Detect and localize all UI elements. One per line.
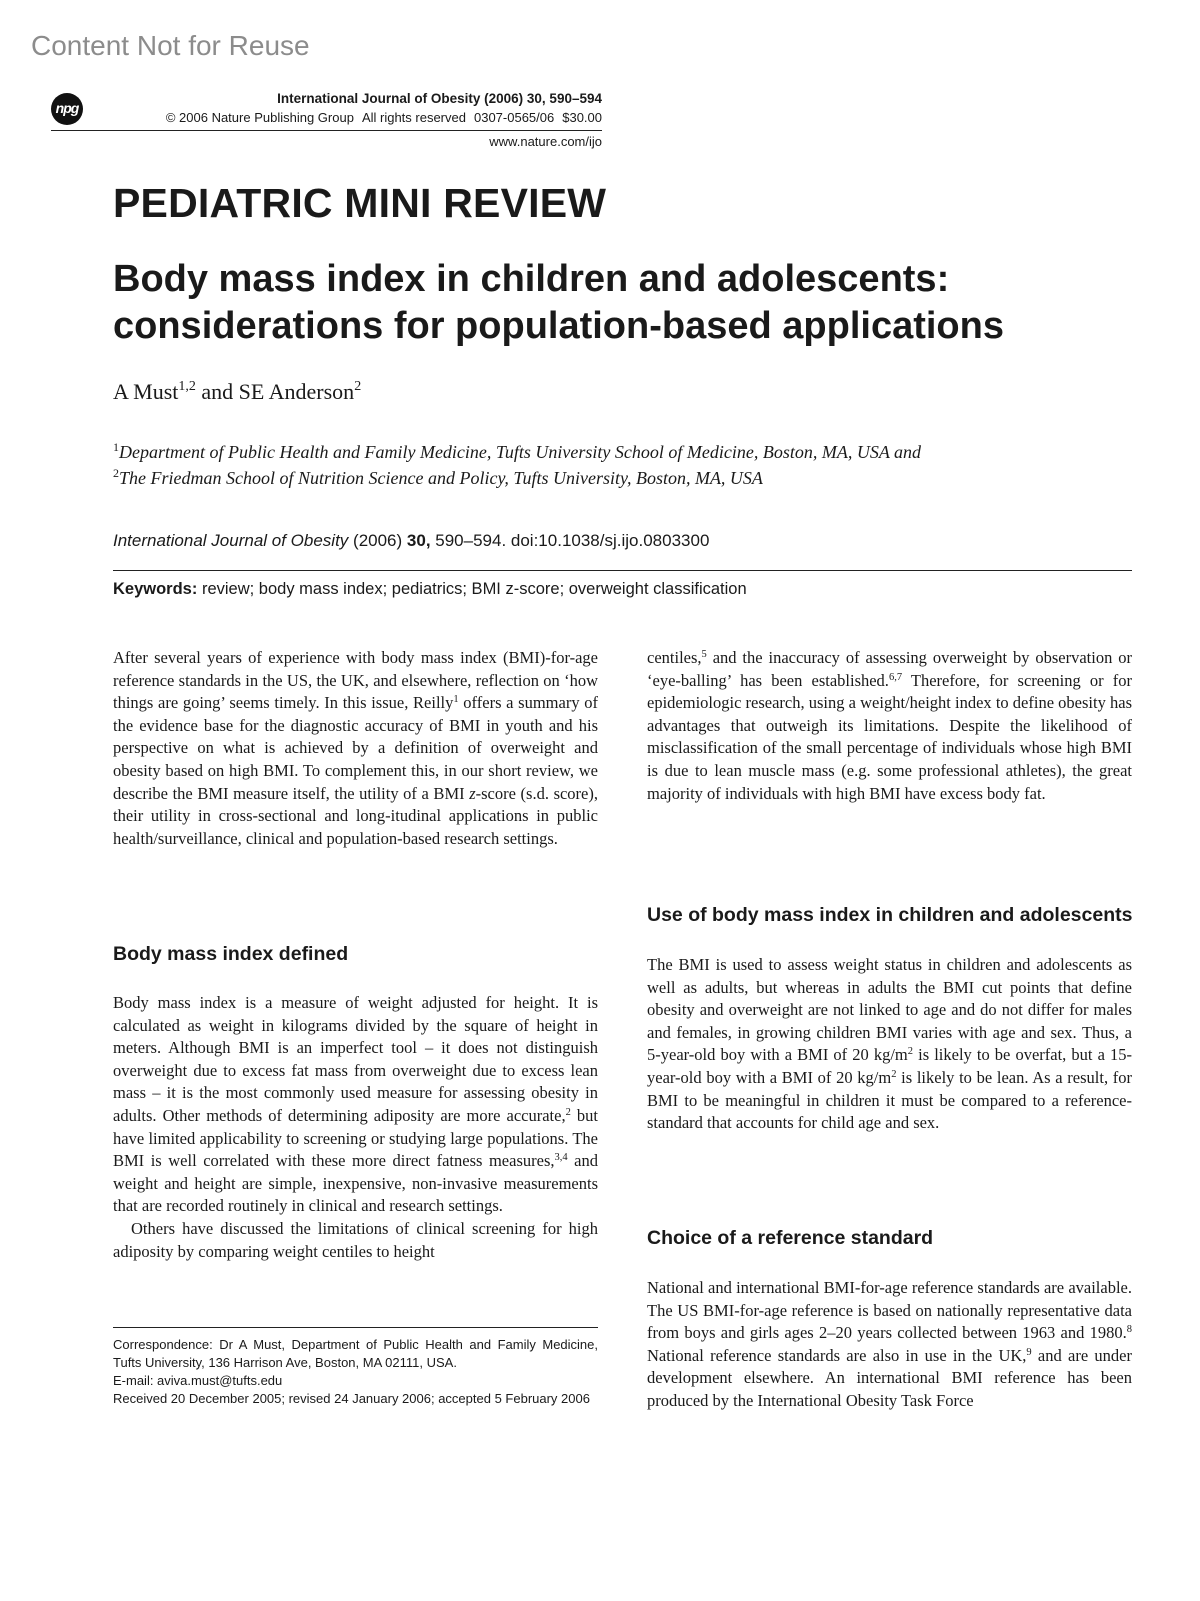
journal-copyright-line <box>166 110 602 125</box>
ref-mark: 6,7 <box>888 671 903 683</box>
use-text-a: The BMI is used to assess weight status in children and adolescents as well as adults, but whereas in adults the BMI cut points that define obesity and overweight are not linked to age and do not differ for males and females, in growing children BMI varies with age and sex. Thus, a 5-year-old boy with a BMI of 20 kg/m <box>647 955 1132 1065</box>
affiliations <box>113 437 1133 489</box>
ref-mark: 3,4 <box>554 1152 568 1164</box>
citation-pages-doi: 590–594. doi:10.1038/sj.ijo.0803300 <box>430 531 710 550</box>
author-2: and SE Anderson <box>195 379 355 404</box>
intro-text-b: offers a summary of the evidence base for the diagnostic accuracy of BMI in youth and his perspective on what is achieved by a definition of overweight and obesity based on high BMI. To complement this, in our short review, we describe the BMI measure itself, the utility of a BMI <box>113 693 599 803</box>
affiliation-1 <box>113 437 1133 463</box>
header-rule <box>51 130 602 131</box>
superscript-2: 2 <box>907 1046 914 1058</box>
intro-italic-z: z <box>469 783 476 803</box>
def-text-b: but have limited applicability to screening or studying large populations. The BMI is well correlated with these more direct fatness measures, <box>113 1105 598 1171</box>
article-citation <box>113 531 709 551</box>
affiliation-2-mark: 2 <box>113 466 119 480</box>
ref-mark: 5 <box>701 649 707 660</box>
reference-paragraph <box>647 1277 1132 1413</box>
rights-text: All rights reserved <box>361 110 466 125</box>
cont-text-a: centiles, <box>647 648 702 667</box>
section-label: PEDIATRIC MINI REVIEW <box>113 180 607 226</box>
keywords-label: Keywords: <box>113 580 198 598</box>
affiliation-1-mark: 1 <box>113 440 119 454</box>
intro-text-c: -score (s.d. score), their utility in cross-sectional and long-itudinal applications in public health/surveillance, clinical and population-based research settings. <box>113 783 598 848</box>
author-list <box>113 379 361 405</box>
continuation-paragraph <box>647 647 1132 805</box>
def-text-c: and weight and height are simple, inexpensive, non-invasive measurements that are recorded routinely in clinical and research settings. <box>113 1151 598 1216</box>
journal-url-link[interactable]: www.nature.com/ijo <box>489 134 602 149</box>
ref-text-a: National and international BMI-for-age reference standards are available. The US BMI-for-age reference is based on nationally representative data from boys and girls ages 2–20 years collected between 1963 and 1980. <box>647 1278 1132 1343</box>
title-line-1: Body mass index in children and adolescents: <box>113 258 950 300</box>
citation-year: (2006) <box>348 531 407 550</box>
copyright-text: © 2006 Nature Publishing Group <box>165 110 354 125</box>
use-text-b: is likely to be overfat, but a 15-year-old boy with a BMI of 20 kg/m <box>647 1045 1132 1087</box>
use-text-c: is likely to be lean. As a result, for BMI to be meaningful in children it must be compared to a reference-standard that accounts for child age and sex. <box>647 1067 1132 1133</box>
title-line-2: considerations for population-based applications <box>113 305 1004 347</box>
others-paragraph: Others have discussed the limitations of clinical screening for high adiposity by comparing weight centiles to height <box>113 1218 598 1261</box>
affiliation-2 <box>113 463 1133 489</box>
author-2-affiliation-mark: 2 <box>354 379 362 394</box>
author-1-affiliation-mark: 1,2 <box>178 379 196 394</box>
intro-paragraph <box>113 647 598 850</box>
heading-bmi-defined: Body mass index defined <box>113 943 349 965</box>
def-text-a: Body mass index is a measure of weight adjusted for height. It is calculated as weight in kilograms divided by the square of height in meters. Although BMI is an imperfect tool – it does not distinguish overweight due to excess fat mass from overweight due to excess lean mass – it is the most commonly used measure for assessing obesity in adults. Other methods of determining adiposity are more accurate, <box>113 993 598 1125</box>
keywords-line <box>113 580 747 599</box>
ref-mark: 9 <box>1026 1346 1032 1358</box>
intro-text-a: After several years of experience with body mass index (BMI)-for-age reference standards in the US, the UK, and elsewhere, reflection on ‘how things are going’ seems timely. In this issue, Reilly <box>113 648 598 713</box>
heading-reference-standard: Choice of a reference standard <box>647 1227 934 1249</box>
keywords-text: review; body mass index; pediatrics; BMI z-score; overweight classification <box>197 580 747 598</box>
watermark-text: Content Not for Reuse <box>31 30 310 61</box>
author-1: A Must <box>113 379 179 404</box>
article-title <box>113 256 1113 350</box>
email-text[interactable]: E-mail: aviva.must@tufts.edu <box>113 1373 283 1388</box>
superscript-2: 2 <box>891 1068 897 1080</box>
price-text: $30.00 <box>562 110 602 125</box>
citation-volume: 30, <box>406 531 431 550</box>
affiliation-2-text: The Friedman School of Nutrition Science and Policy, Tufts University, Boston, MA, USA <box>119 468 763 488</box>
correspondence-text: Correspondence: Dr A Must, Department of Public Health and Family Medicine, Tufts University, 136 Harrison Ave, Boston, MA 02111, USA. <box>113 1337 598 1370</box>
heading-bmi-children: Use of body mass index in children and adolescents <box>647 904 1133 926</box>
correspondence-footnote <box>113 1336 598 1408</box>
citation-journal: International Journal of Obesity <box>113 531 349 550</box>
journal-citation-line: International Journal of Obesity (2006) 30, 590–594 <box>277 91 602 106</box>
npg-logo: npg <box>51 93 83 125</box>
affiliation-1-text: Department of Public Health and Family Medicine, Tufts University School of Medicine, Boston, MA, USA and <box>119 442 922 462</box>
footnote-rule <box>113 1327 598 1328</box>
issn-text: 0307-0565/06 <box>473 110 555 125</box>
definition-paragraphs <box>113 992 598 1263</box>
ref-mark: 1 <box>453 694 459 706</box>
keywords-rule <box>113 570 1132 571</box>
ref-text-c: and are under development elsewhere. An international BMI reference has been produced by the International Obesity Task Force <box>647 1345 1132 1410</box>
ref-mark: 2 <box>565 1106 571 1118</box>
use-paragraph <box>647 954 1132 1135</box>
cont-text-c: Therefore, for screening or for epidemiologic research, using a weight/height index to define obesity has advantages that outweigh its limitations. Despite the likelihood of misclassification of the small percentage of individuals whose high BMI is due to lean muscle mass (e.g. some professional athletes), the great majority of individuals with high BMI have excess body fat. <box>647 670 1132 803</box>
received-dates: Received 20 December 2005; revised 24 January 2006; accepted 5 February 2006 <box>113 1391 590 1406</box>
cont-text-b: and the inaccuracy of assessing overweight by observation or ‘eye-balling’ has been established. <box>647 648 1132 690</box>
ref-mark: 8 <box>1126 1324 1132 1336</box>
ref-text-b: National reference standards are also in use in the UK, <box>647 1345 1027 1365</box>
